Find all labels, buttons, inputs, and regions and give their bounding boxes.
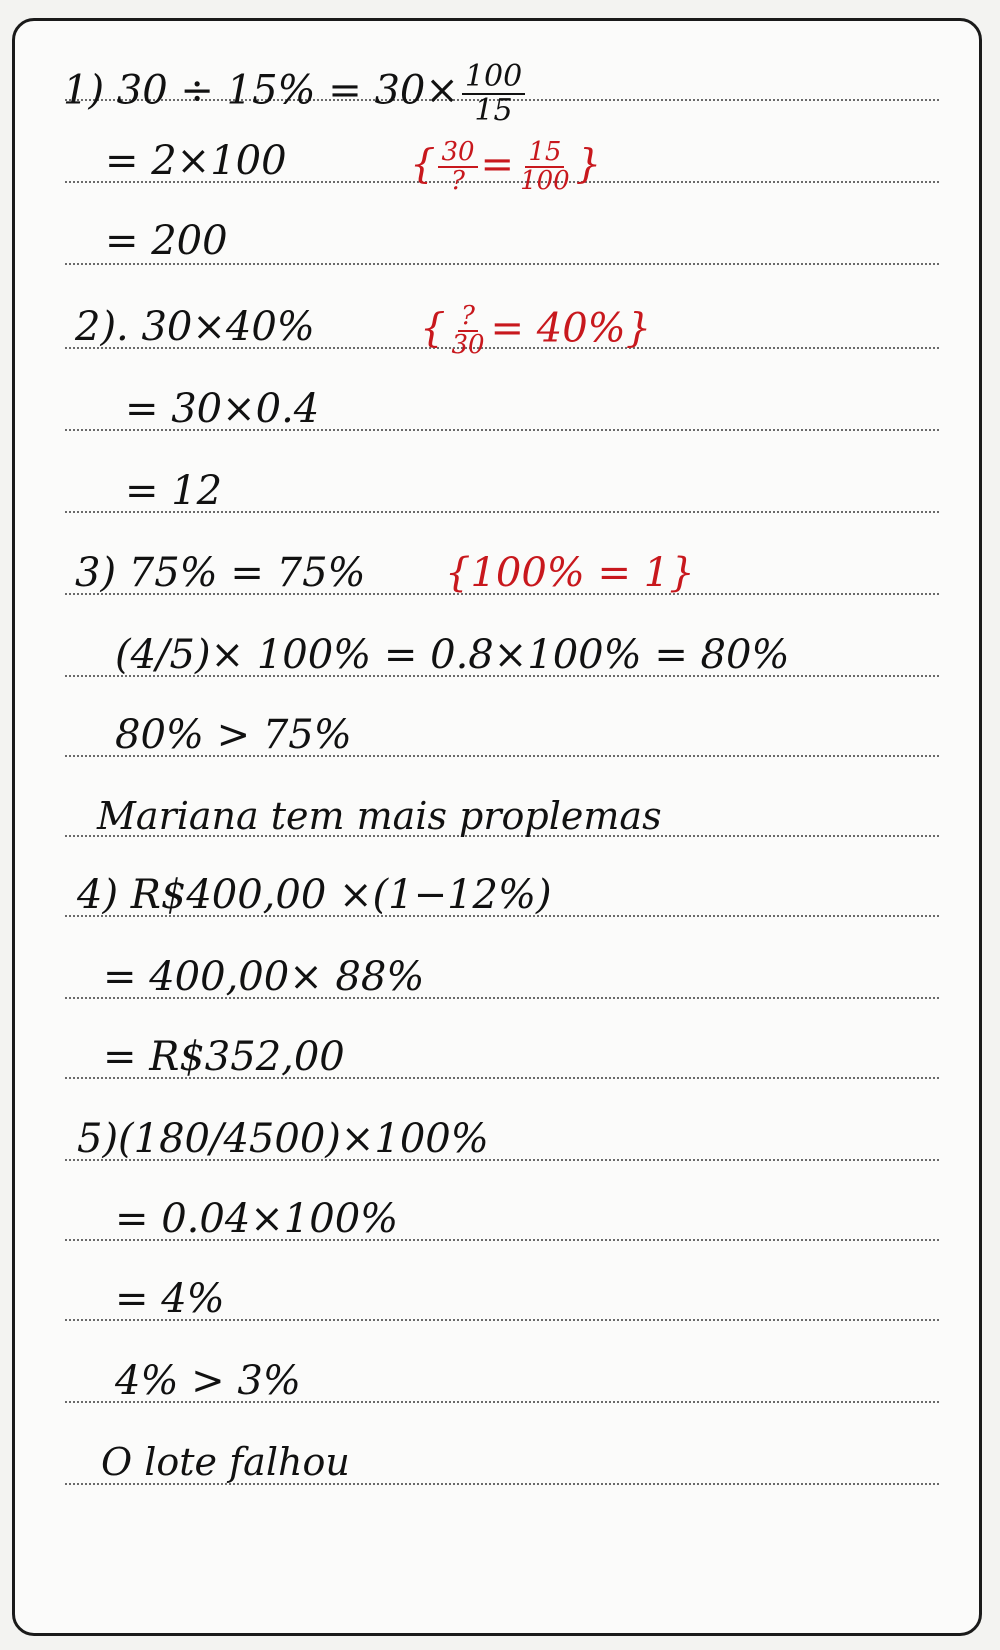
fraction-denominator: 15: [474, 92, 513, 128]
problem-2-step-2: = 30×0.4: [125, 386, 320, 432]
problem-4-result: = R$352,00: [103, 1034, 345, 1080]
problem-3-comparison: 80% > 75%: [115, 712, 352, 758]
problem-3-expression: 3) 75% = 75%: [75, 550, 366, 596]
problem-3-annotation: {100% = 1}: [445, 550, 695, 596]
problem-5-step-2: = 0.04×100%: [115, 1196, 399, 1242]
problem-2-expression: 2). 30×40%: [75, 304, 315, 350]
fraction-numerator: 30: [438, 139, 477, 168]
annotation-text: = 40%: [490, 305, 626, 352]
problem-2-result: = 12: [125, 468, 223, 514]
problem-1-line: [63, 61, 528, 126]
notebook-page: [12, 18, 982, 1636]
fraction-numerator: 15: [525, 139, 564, 168]
fraction-100-over-15: [462, 61, 525, 126]
problem-4-expression: 4) R$400,00 ×(1−12%): [77, 872, 552, 918]
brace-open: {: [420, 305, 446, 352]
problem-5-comparison: 4% > 3%: [115, 1358, 301, 1404]
fraction-denominator: 30: [451, 330, 485, 361]
problem-2-annotation: [420, 303, 651, 360]
brace-open: {: [410, 141, 436, 188]
problem-3-conclusion: Mariana tem mais proplemas: [97, 794, 662, 838]
brace-close: }: [575, 141, 602, 188]
problem-5-result: = 4%: [115, 1276, 225, 1322]
problem-1-expression: 1) 30 ÷ 15% = 30×: [63, 67, 459, 114]
problem-4-step-2: = 400,00× 88%: [103, 954, 425, 1000]
brace-close: }: [625, 305, 652, 352]
fraction-q-over-30: [448, 303, 487, 360]
fraction-numerator: ?: [458, 303, 478, 332]
fraction-numerator: 100: [462, 61, 525, 95]
problem-3-step-2: (4/5)× 100% = 0.8×100% = 80%: [115, 632, 790, 678]
problem-5-expression: 5)(180/4500)×100%: [77, 1116, 489, 1162]
problem-1-annotation: [410, 139, 601, 196]
problem-1-step-2: = 2×100: [105, 138, 287, 184]
fraction-30-over-q: [438, 139, 477, 196]
problem-5-conclusion: O lote falhou: [101, 1440, 350, 1484]
fraction-denominator: ?: [451, 166, 465, 197]
problem-1-result: = 200: [105, 218, 228, 264]
equals-sign: =: [480, 141, 515, 188]
fraction-15-over-100: [517, 139, 573, 196]
fraction-denominator: 100: [520, 166, 570, 197]
